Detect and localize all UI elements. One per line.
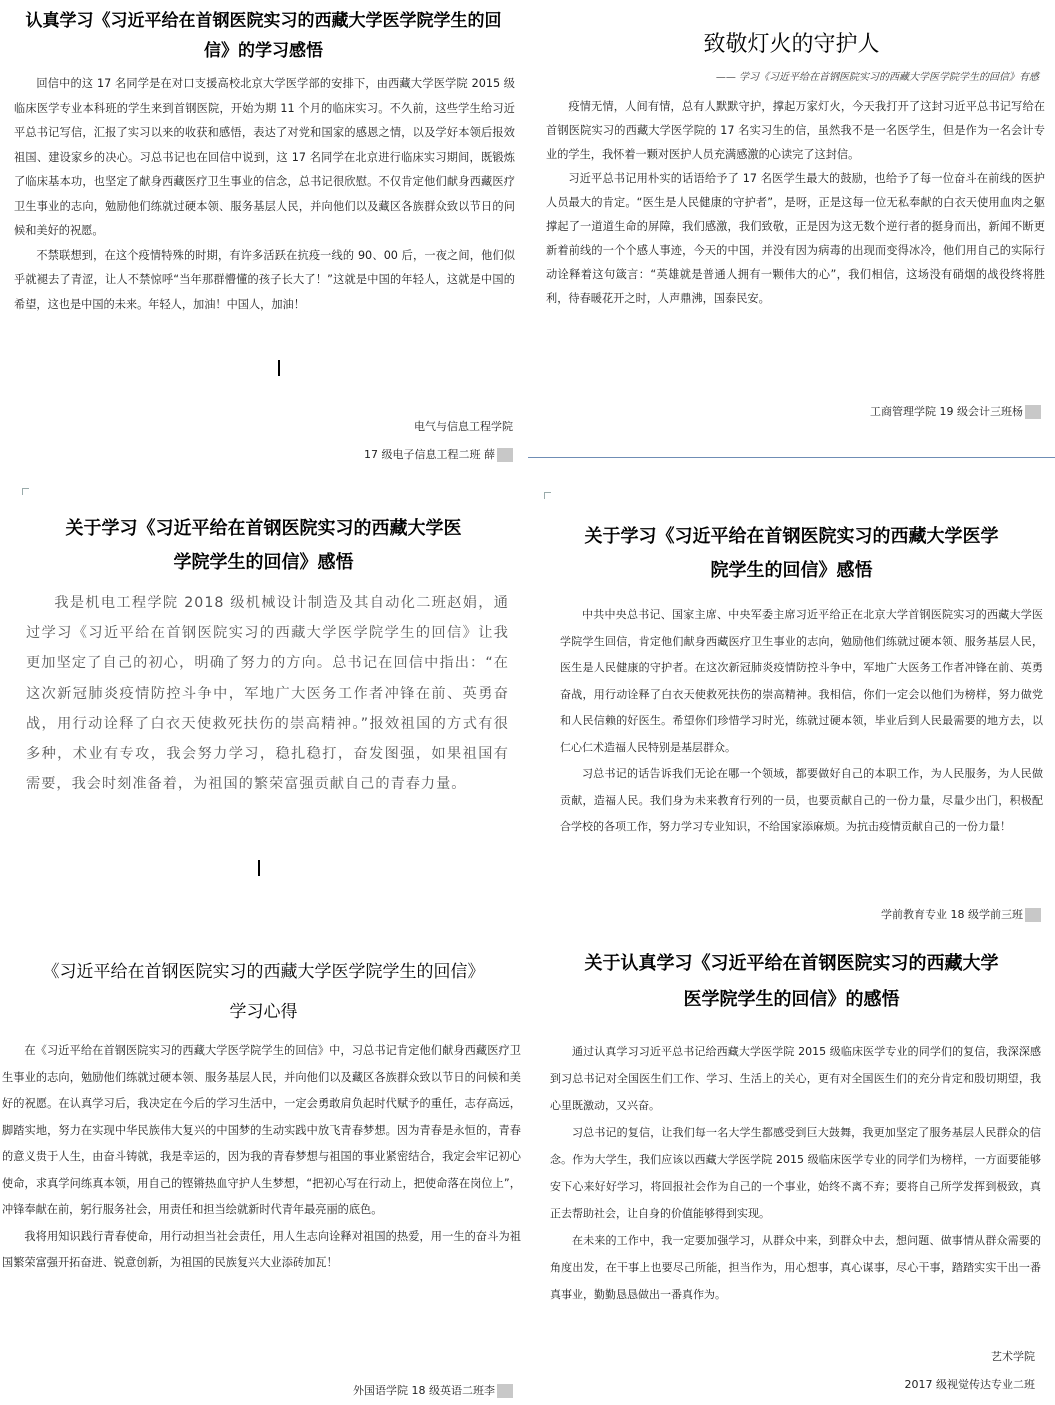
redacted-name — [1025, 908, 1041, 922]
essay-paragraph: 在未来的工作中，我一定要加强学习，从群众中来，到群众中去，想问题、做事情从群众需要的角度出发，在干事上也要尽己所能，担当作为，用心想事，真心谋事，尽心干事，踏踏实实干出一番真事业，勤勤恳恳做出一番真作为。 — [550, 1234, 1041, 1301]
signature-college: 电气与信息工程学院 — [414, 420, 513, 433]
signature-class: 2017 级视觉传达专业二班 — [904, 1378, 1035, 1391]
redacted-name — [1025, 405, 1041, 419]
essay-paragraph: 回信中的这 17 名同学是在对口支援高校北京大学医学部的安排下，由西藏大学医学院 2015 级临床医学专业本科班的学生来到首钢医院，开始为期 11 个月的临床实习。不久前，这些学生给习近平总书记写信，汇报了实习以来的收获和感悟，表达了对党和国家的感恩之情，以及学好本领后报效祖国、建设家乡的决心。习总书记也在回信中说到，这 17 名同学在北京进行临床实习期间，既锻炼了临床基本功，也坚定了献身西藏医疗卫生事业的信念，总书记很欣慰。不仅肯定他们献身西藏医疗卫生事业的志向，勉励他们练就过硬本领、服务基层人民，并向他们以及藏区各族群众致以节日的问候和美好的祝愿。 — [14, 77, 515, 237]
essay-paragraph: 中共中央总书记、国家主席、中央军委主席习近平给正在北京大学首钢医院实习的西藏大学医学院学生回信，肯定他们献身西藏医疗卫生事业的志向，勉励他们练就过硬本领、服务基层人民，医生是人民健康的守护者。在这次新冠肺炎疫情防控斗争中，军地广大医务工作者冲锋在前、英勇奋战，用行动诠释了白衣天使救死扶伤的崇高精神。我相信，你们一定会以他们为榜样，努力做党和人民信赖的好医生。希望你们珍惜学习时光，练就过硬本领，毕业后到人民最需要的地方去，以仁心仁术造福人民特别是基层群众。 — [560, 608, 1043, 754]
text-cursor — [278, 360, 280, 376]
title-line-1: 关于学习《习近平给在首钢医院实习的西藏大学医 — [65, 518, 462, 539]
text-cursor — [258, 860, 260, 876]
title-line-1: 认真学习《习近平给在首钢医院实习的西藏大学医学院学生的回 — [25, 11, 502, 31]
essay-paragraph: 疫情无情，人间有情，总有人默默守护，撑起万家灯火，今天我打开了这封习近平总书记写给在首钢医院实习的西藏大学医学院的 17 名实习生的信，虽然我不是一名医学生，但是作为一名会计专业的学生，我怀着一颗对医护人员充满感激的心读完了这封信。 — [546, 100, 1045, 161]
essay-title — [540, 946, 1043, 1018]
essay-panel-2 — [528, 0, 1055, 458]
signature-class-text: 外国语学院 18 级英语二班李 — [353, 1384, 495, 1397]
essay-paragraph: 在《习近平给在首钢医院实习的西藏大学医学院学生的回信》中，习总书记肯定他们献身西藏医疗卫生事业的志向，勉励他们练就过硬本领、服务基层人民，并向他们以及藏区各族群众致以节日的问候和美好的祝愿。在认真学习后，我决定在今后的学习生活中，一定会勇敢肩负起时代赋予的重任，志存高远，脚踏实地，努力在实现中华民族伟大复兴的中国梦的生动实践中放飞青春梦想。因为青春是永恒的，青春的意义贵于人生，由奋斗铸就，我是幸运的，因为我的青春梦想与祖国的事业紧密结合，我定会牢记初心使命，求真学问练真本领，用自己的铿锵热血守护人生梦想，“把初心写在行动上，把使命落在岗位上”，冲锋奉献在前，躬行服务社会，用责任和担当绘就新时代青年最亮丽的底色。 — [2, 1044, 521, 1216]
essay-title — [10, 6, 517, 66]
signature-class — [870, 403, 1041, 419]
essay-title — [14, 512, 513, 580]
essay-title — [540, 520, 1043, 588]
essay-paragraph: 通过认真学习习近平总书记给西藏大学医学院 2015 级临床医学专业的同学们的复信，我深深感到习总书记对全国医生们工作、学习、生活上的关心，更有对全国医生们的充分肯定和殷切期望，我心里既激动，又兴奋。 — [550, 1045, 1041, 1112]
title-line-1: 《习近平给在首钢医院实习的西藏大学医学院学生的回信》 — [42, 962, 485, 982]
redacted-name — [497, 1384, 513, 1398]
essay-paragraph: 我是机电工程学院 2018 级机械设计制造及其自动化二班赵娟，通过学习《习近平给在首钢医院实习的西藏大学医学院学生的回信》让我更加坚定了自己的初心，明确了努力的方向。总书记在回信中指出：“在这次新冠肺炎疫情防控斗争中，军地广大医务工作者冲锋在前、英勇奋战，用行动诠释了白衣天使救死扶伤的崇高精神。”报效祖国的方式有很多种，术业有专攻，我会努力学习，稳扎稳打，奋发图强，如果祖国有需要，我会时刻准备着，为祖国的繁荣富强贡献自己的青春力量。 — [26, 595, 509, 793]
essay-panel-4 — [528, 470, 1055, 930]
essay-paragraph: 习总书记的话告诉我们无论在哪一个领域，都要做好自己的本职工作，为人民服务，为人民做贡献，造福人民。我们身为未来教育行列的一员，也要贡献自己的一份力量，尽量少出门，积极配合学校的各项工作，努力学习专业知识，不给国家添麻烦。为抗击疫情贡献自己的一份力量！ — [560, 767, 1043, 833]
signature-class-text: 17 级电子信息工程二班 薛 — [364, 448, 495, 461]
signature-class-text: 工商管理学院 19 级会计三班杨 — [870, 405, 1023, 418]
signature-college: 艺术学院 — [991, 1350, 1035, 1363]
signature-class-text: 学前教育专业 18 级学前三班 — [881, 908, 1023, 921]
essay-paragraph: 习总书记的复信，让我们每一名大学生都感受到巨大鼓舞，我更加坚定了服务基层人民群众的信念。作为大学生，我们应该以西藏大学医学院 2015 级临床医学专业的同学们为榜样，一方面要能够安下心来好好学习，将回报社会作为自己的一个事业，始终不离不弃；要将自己所学发挥到极致，真正去帮助社会，让自身的价值能够得到实现。 — [550, 1126, 1041, 1220]
title-line-2: 医学院学生的回信》的感悟 — [683, 989, 900, 1010]
page-corner-mark — [544, 492, 551, 499]
signature-class — [353, 1382, 513, 1398]
essay-panel-5 — [0, 934, 527, 1405]
title-line-2: 学院学生的回信》感悟 — [173, 552, 354, 573]
title-line-1: 关于认真学习《习近平给在首钢医院实习的西藏大学 — [584, 953, 999, 974]
signature-class — [364, 446, 513, 462]
page-corner-mark — [22, 488, 29, 495]
essay-title: 致敬灯火的守护人 — [703, 32, 880, 57]
title-line-2: 学习心得 — [229, 1002, 298, 1022]
essay-subtitle: —— 学习《习近平给在首钢医院实习的西藏大学医学院学生的回信》有感 — [715, 72, 1039, 83]
redacted-name — [497, 448, 513, 462]
essay-panel-1 — [0, 0, 527, 468]
essay-paragraph: 不禁联想到，在这个疫情特殊的时期，有许多活跃在抗疫一线的 90、00 后，一夜之间，他们似乎就褪去了青涩，让人不禁惊呼“当年那群懵懂的孩子长大了！”这就是中国的年轻人，这就是中国的希望，这也是中国的未来。年轻人，加油！中国人，加油！ — [14, 248, 515, 311]
essay-panel-6 — [528, 934, 1055, 1405]
essay-paragraph: 习近平总书记用朴实的话语给予了 17 名医学生最大的鼓励，也给予了每一位奋斗在前线的医护人员最大的肯定。“医生是人民健康的守护者”，是呀，正是这每一位无私奉献的白衣天使用血肉之躯撑起了一道道生命的屏障，我们感激，我们致敬，正是因为这无数个逆行者的挺身而出，新闻不断更新着前线的一个个感人事迹，今天的中国，并没有因为病毒的出现而变得冰冷，他们用自己的实际行动诠释着这句箴言：“英雄就是普通人拥有一颗伟大的心”，我们相信，这场没有硝烟的战役终将胜利，待春暖花开之时，人声鼎沸，国泰民安。 — [546, 172, 1045, 305]
essay-paragraph: 我将用知识践行青春使命，用行动担当社会责任，用人生志向诠释对祖国的热爱，用一生的奋斗为祖国繁荣富强开拓奋进、锐意创新，为祖国的民族复兴大业添砖加瓦！ — [2, 1229, 521, 1269]
essay-panel-3 — [0, 470, 527, 930]
signature-class — [881, 906, 1041, 922]
title-line-1: 关于学习《习近平给在首钢医院实习的西藏大学医学 — [584, 526, 999, 547]
title-line-2: 院学生的回信》感悟 — [710, 560, 873, 581]
essay-title — [6, 952, 521, 1032]
title-line-2: 信》的学习感悟 — [204, 41, 323, 61]
